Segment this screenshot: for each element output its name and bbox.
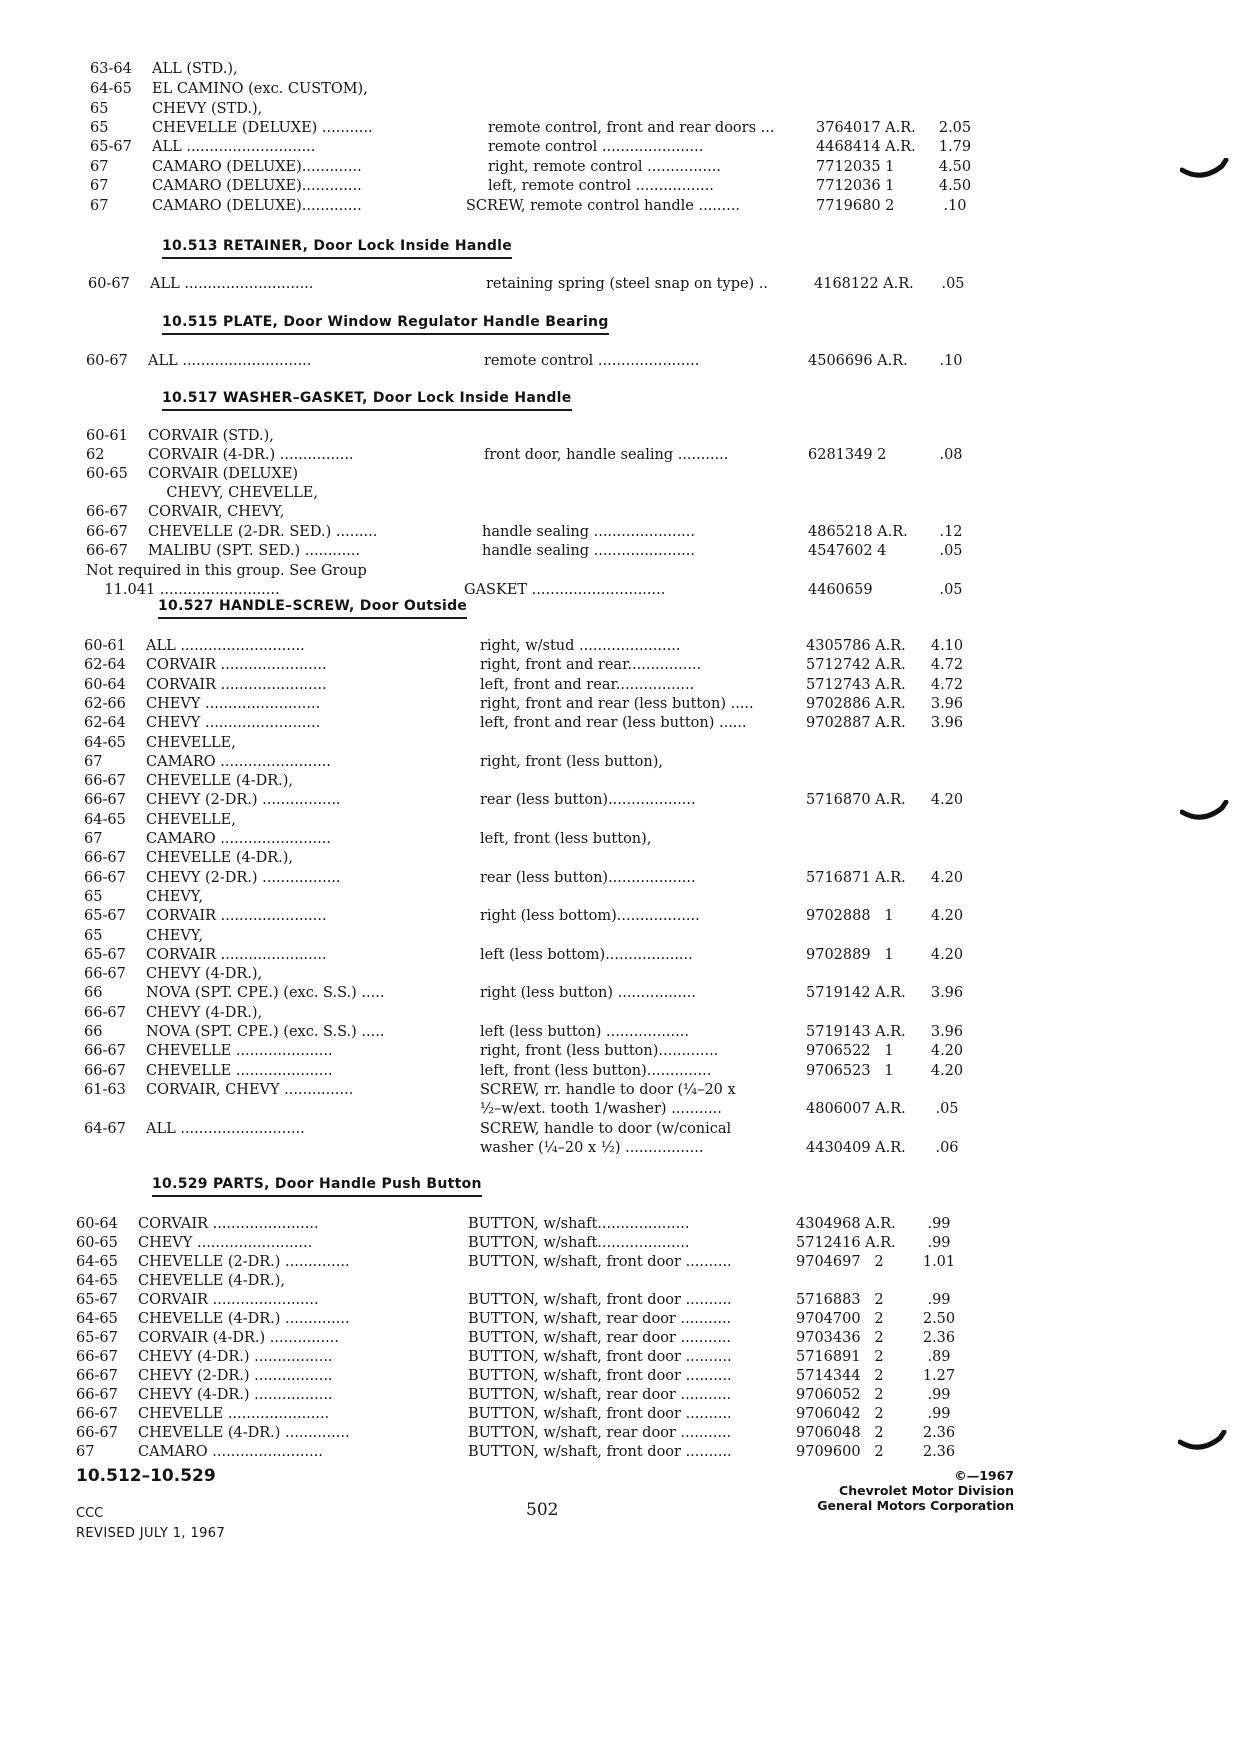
check-mark-icon	[1178, 1430, 1228, 1458]
page-range: 10.512–10.529	[76, 1466, 216, 1486]
corporation-name: General Motors Corporation	[817, 1498, 1014, 1513]
page-number: 502	[526, 1500, 559, 1520]
check-mark-icon	[1180, 158, 1230, 186]
division-name: Chevrolet Motor Division	[839, 1483, 1014, 1498]
publisher-block	[817, 1468, 1014, 1513]
section-heading: 10.527 HANDLE–SCREW, Door Outside	[158, 598, 467, 619]
section-heading: 10.517 WASHER–GASKET, Door Lock Inside Handle	[162, 390, 572, 411]
section-heading: 10.529 PARTS, Door Handle Push Button	[152, 1176, 482, 1197]
check-mark-icon	[1180, 800, 1230, 828]
catalog-page: 63-64 ALL (STD.), 64-65 EL CAMINO (exc. CUSTOM), 65 CHEVY (STD.), 65 CHEVELLE (DELUXE) ........... remote control, front and rear doors ... 3764017 A.R. 2.05 65-67 ALL ............................ remote control ...................... 4468414 A.R. 1.79 67 CAMARO (DELUXE)............. right, remote control ................ 7712035 1 4.50 67 CAMARO (DELUXE)............. left, remote control ................. 7712036 1 4.50 67 CAMARO (DELUXE)............. SCREW, remote control handle ......... 7719680 2 .10 10.513 RETAINER, Door Lock Inside Handle 60-67 ALL ............................ retaining spring (steel snap on type) .. 4168122 A.R. .05 10.515 PLATE, Door Window Regulator Handle Bearing 60-67 ALL ............................ remote control ...................... 4506696 A.R. .10 10.517 WASHER–GASKET, Door Lock Inside Handle 60-61 CORVAIR (STD.), 62 CORVAIR (4-DR.) ................ front door, handle sealing ........... 6281349 2 .08 60-65 CORVAIR (DELUXE) CHEVY, CHEVELLE, 66-67 CORVAIR, CHEVY, 66-67 CHEVELLE (2-DR. SED.) ......... handle sealing ...................... 4865218 A.R. .12 66-67 MALIBU (SPT. SED.) ............ handle sealing ...................... 4547602 4 .05 Not required in this group. See Group 11.041 .......................... GASKET ............................. 4460659 .05 10.527 HANDLE–SCREW, Door Outside 60-61 ALL ........................... right, w/stud ...................... 4305786 A.R. 4.10 62-64 CORVAIR ....................... right, front and rear................ 5712742 A.R. 4.72 60-64 CORVAIR ....................... left, front and rear................. 5712743 A.R. 4.72 62-66 CHEVY ......................... right, front and rear (less button) ..... 9702886 A.R. 3.96 62-64 CHEVY ......................... left, front and rear (less button) ...... 9702887 A.R. 3.96 64-65 CHEVELLE, 67 CAMARO ........................ right, front (less button), 66-67 CHEVELLE (4-DR.), 66-67 CHEVY (2-DR.) ................. rear (less button)................... 5716870 A.R. 4.20 64-65 CHEVELLE, 67 CAMARO ........................ left, front (less button), 66-67 CHEVELLE (4-DR.), 66-67 CHEVY (2-DR.) ................. rear (less button)................... 5716871 A.R. 4.20 65 CHEVY, 65-67 CORVAIR ....................... right (less bottom).................. 9702888 1 4.20 65 CHEVY, 65-67 CORVAIR ....................... left (less bottom)................... 9702889 1 4.20 66-67 CHEVY (4-DR.), 66 NOVA (SPT. CPE.) (exc. S.S.) ..... right (less button) ................. 5719142 A.R. 3.96 66-67 CHEVY (4-DR.), 66 NOVA (SPT. CPE.) (exc. S.S.) ..... left (less button) .................. 5719143 A.R. 3.96 66-67 CHEVELLE ..................... right, front (less button)............. 9706522 1 4.20 66-67 CHEVELLE ..................... left, front (less button).............. 9706523 1 4.20 61-63 CORVAIR, CHEVY ............... SCREW, rr. handle to door (¼–20 x ½–w/ext. tooth 1/washer) ........... 4806007 A.R. .05 64-67 ALL ........................... SCREW, handle to door (w/conical washer (¼–20 x ½) ................. 4430409 A.R. .06 10.529 PARTS, Door Handle Push Button 60-64 CORVAIR ....................... BUTTON, w/shaft.................... 4304968 A.R. .99 60-65 CHEVY ......................... BUTTON, w/shaft.................... 5712416 A.R. .99 64-65 CHEVELLE (2-DR.) .............. BUTTON, w/shaft, front door .......... 9704697 2 1.01 64-65 CHEVELLE (4-DR.), 65-67 CORVAIR ....................... BUTTON, w/shaft, front door .......... 5716883 2 .99 64-65 CHEVELLE (4-DR.) .............. BUTTON, w/shaft, rear door ........... 9704700 2 2.50 65-67 CORVAIR (4-DR.) ............... BUTTON, w/shaft, rear door ........... 9703436 2 2.36 66-67 CHEVY (4-DR.) ................. BUTTON, w/shaft, front door .......... 5716891 2 .89 66-67 CHEVY (2-DR.) ................. BUTTON, w/shaft, front door .......... 5714344 2 1.27 66-67 CHEVY (4-DR.) ................. BUTTON, w/shaft, rear door ........... 9706052 2 .99 66-67 CHEVELLE ...................... BUTTON, w/shaft, front door .......... 9706042 2 .99 66-67 CHEVELLE (4-DR.) .............. BUTTON, w/shaft, rear door ........... 9706048 2 2.36 67 CAMARO ........................ BUTTON, w/shaft, front door .......... 9709600 2 2.36 10.512–10.529 CCC REVISED JULY 1, 1967 502 ©—1967 Chevrolet Motor Division General Motors Corporation	[0, 0, 1248, 1760]
section-heading: 10.513 RETAINER, Door Lock Inside Handle	[162, 238, 512, 259]
revision-date: REVISED JULY 1, 1967	[76, 1526, 226, 1541]
catalog-code: CCC	[76, 1506, 104, 1521]
section-heading: 10.515 PLATE, Door Window Regulator Handle Bearing	[162, 314, 609, 335]
copyright: ©—1967	[954, 1468, 1014, 1483]
